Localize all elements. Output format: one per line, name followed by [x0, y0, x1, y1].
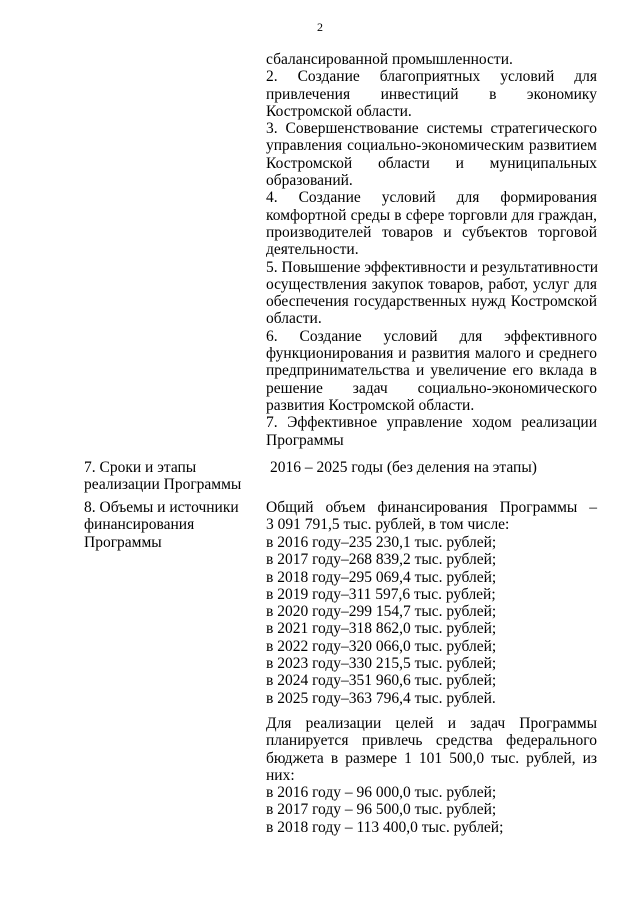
section-7-label — [84, 459, 259, 494]
section-8-label — [84, 499, 259, 551]
section-7-label-line: 7. Сроки и этапы — [84, 459, 197, 476]
goal-text-line: функционирования и развития малого и среднего — [266, 345, 597, 363]
goal-text-line: 6. Создание условий для эффективного — [266, 327, 597, 345]
financing-total-line: Общий объем финансирования Программы – — [266, 499, 597, 516]
goal-text-line: решение задач социально-экономического — [266, 379, 597, 397]
goal-text-line: 5. Повышение эффективности и результативности — [266, 258, 599, 276]
goal-text-line: предпринимательства и увеличение его вклада в — [266, 362, 597, 380]
financing-yearly-list — [266, 534, 597, 707]
goal-text-line: деятельности. — [266, 241, 359, 259]
goal-text-line: сбалансированной промышленности. — [266, 51, 513, 68]
goal-text-line: 3. Совершенствование системы стратегического — [266, 120, 597, 138]
goal-text-line: управления социально-экономическим развитием — [266, 137, 597, 155]
federal-year-item: в 2017 году – 96 500,0 тыс. рублей; — [266, 801, 497, 819]
goal-text-line: производителей товаров и субъектов торговой — [266, 223, 597, 241]
federal-funding-line: планируется привлечь средства федерального — [266, 732, 597, 750]
section-7-label-line: реализации Программы — [84, 476, 242, 494]
financing-year-item: в 2019 году–311 597,6 тыс. рублей; — [266, 585, 496, 603]
goal-text-line: образований. — [266, 172, 353, 190]
federal-funding-line: Для реализации целей и задач Программы — [266, 715, 597, 732]
goal-text-line: развития Костромской области. — [266, 396, 475, 414]
financing-year-item: в 2023 году–330 215,5 тыс. рублей; — [266, 655, 497, 673]
financing-total — [266, 499, 597, 534]
federal-year-item: в 2018 году – 113 400,0 тыс. рублей; — [266, 818, 504, 836]
financing-year-item: в 2022 году–320 066,0 тыс. рублей; — [266, 637, 497, 655]
goal-text-line: Костромской области и муниципальных — [266, 154, 597, 172]
page-number: 2 — [317, 20, 323, 34]
period-text: 2016 – 2025 годы (без деления на этапы) — [270, 459, 537, 476]
financing-year-item: в 2021 году–318 862,0 тыс. рублей; — [266, 620, 497, 638]
goal-text-line: осуществления закупок товаров, работ, услуг для — [266, 275, 597, 293]
section-8-label-line: 8. Объемы и источники — [84, 499, 239, 516]
goal-text-line: 7. Эффективное управление ходом реализации — [266, 414, 597, 432]
goal-text-line: области. — [266, 310, 322, 328]
section-7-value — [270, 459, 601, 476]
goal-text-line: 4. Создание условий для формирования — [266, 189, 597, 207]
goal-text-line: комфортной среды в сфере торговли для граждан, — [266, 206, 597, 224]
financing-year-item: в 2017 году–268 839,2 тыс. рублей; — [266, 551, 497, 569]
federal-funding — [266, 715, 597, 784]
goal-text-line: обеспечения государственных нужд Костромской — [266, 293, 597, 311]
financing-total-line: 3 091 791,5 тыс. рублей, в том числе: — [266, 516, 510, 534]
goals-list — [266, 51, 597, 449]
financing-year-item: в 2024 году–351 960,6 тыс. рублей; — [266, 672, 497, 690]
federal-yearly-list — [266, 784, 597, 836]
goal-text-line: 2. Создание благоприятных условий для — [266, 68, 597, 86]
goal-text-line: Костромской области. — [266, 102, 412, 120]
financing-year-item: в 2016 году–235 230,1 тыс. рублей; — [266, 534, 497, 551]
section-8-label-line: финансирования — [84, 516, 195, 534]
goal-text-line: Программы — [266, 431, 344, 449]
federal-year-item: в 2016 году – 96 000,0 тыс. рублей; — [266, 784, 497, 801]
financing-year-item: в 2018 году–295 069,4 тыс. рублей; — [266, 568, 497, 586]
section-8-label-line: Программы — [84, 533, 162, 551]
financing-year-item: в 2020 году–299 154,7 тыс. рублей; — [266, 603, 497, 621]
federal-funding-line: бюджета в размере 1 101 500,0 тыс. рублей, из — [266, 749, 597, 767]
federal-funding-line: них: — [266, 766, 295, 784]
financing-year-item: в 2025 году–363 796,4 тыс. рублей. — [266, 689, 496, 707]
goal-text-line: привлечения инвестиций в экономику — [266, 85, 597, 103]
